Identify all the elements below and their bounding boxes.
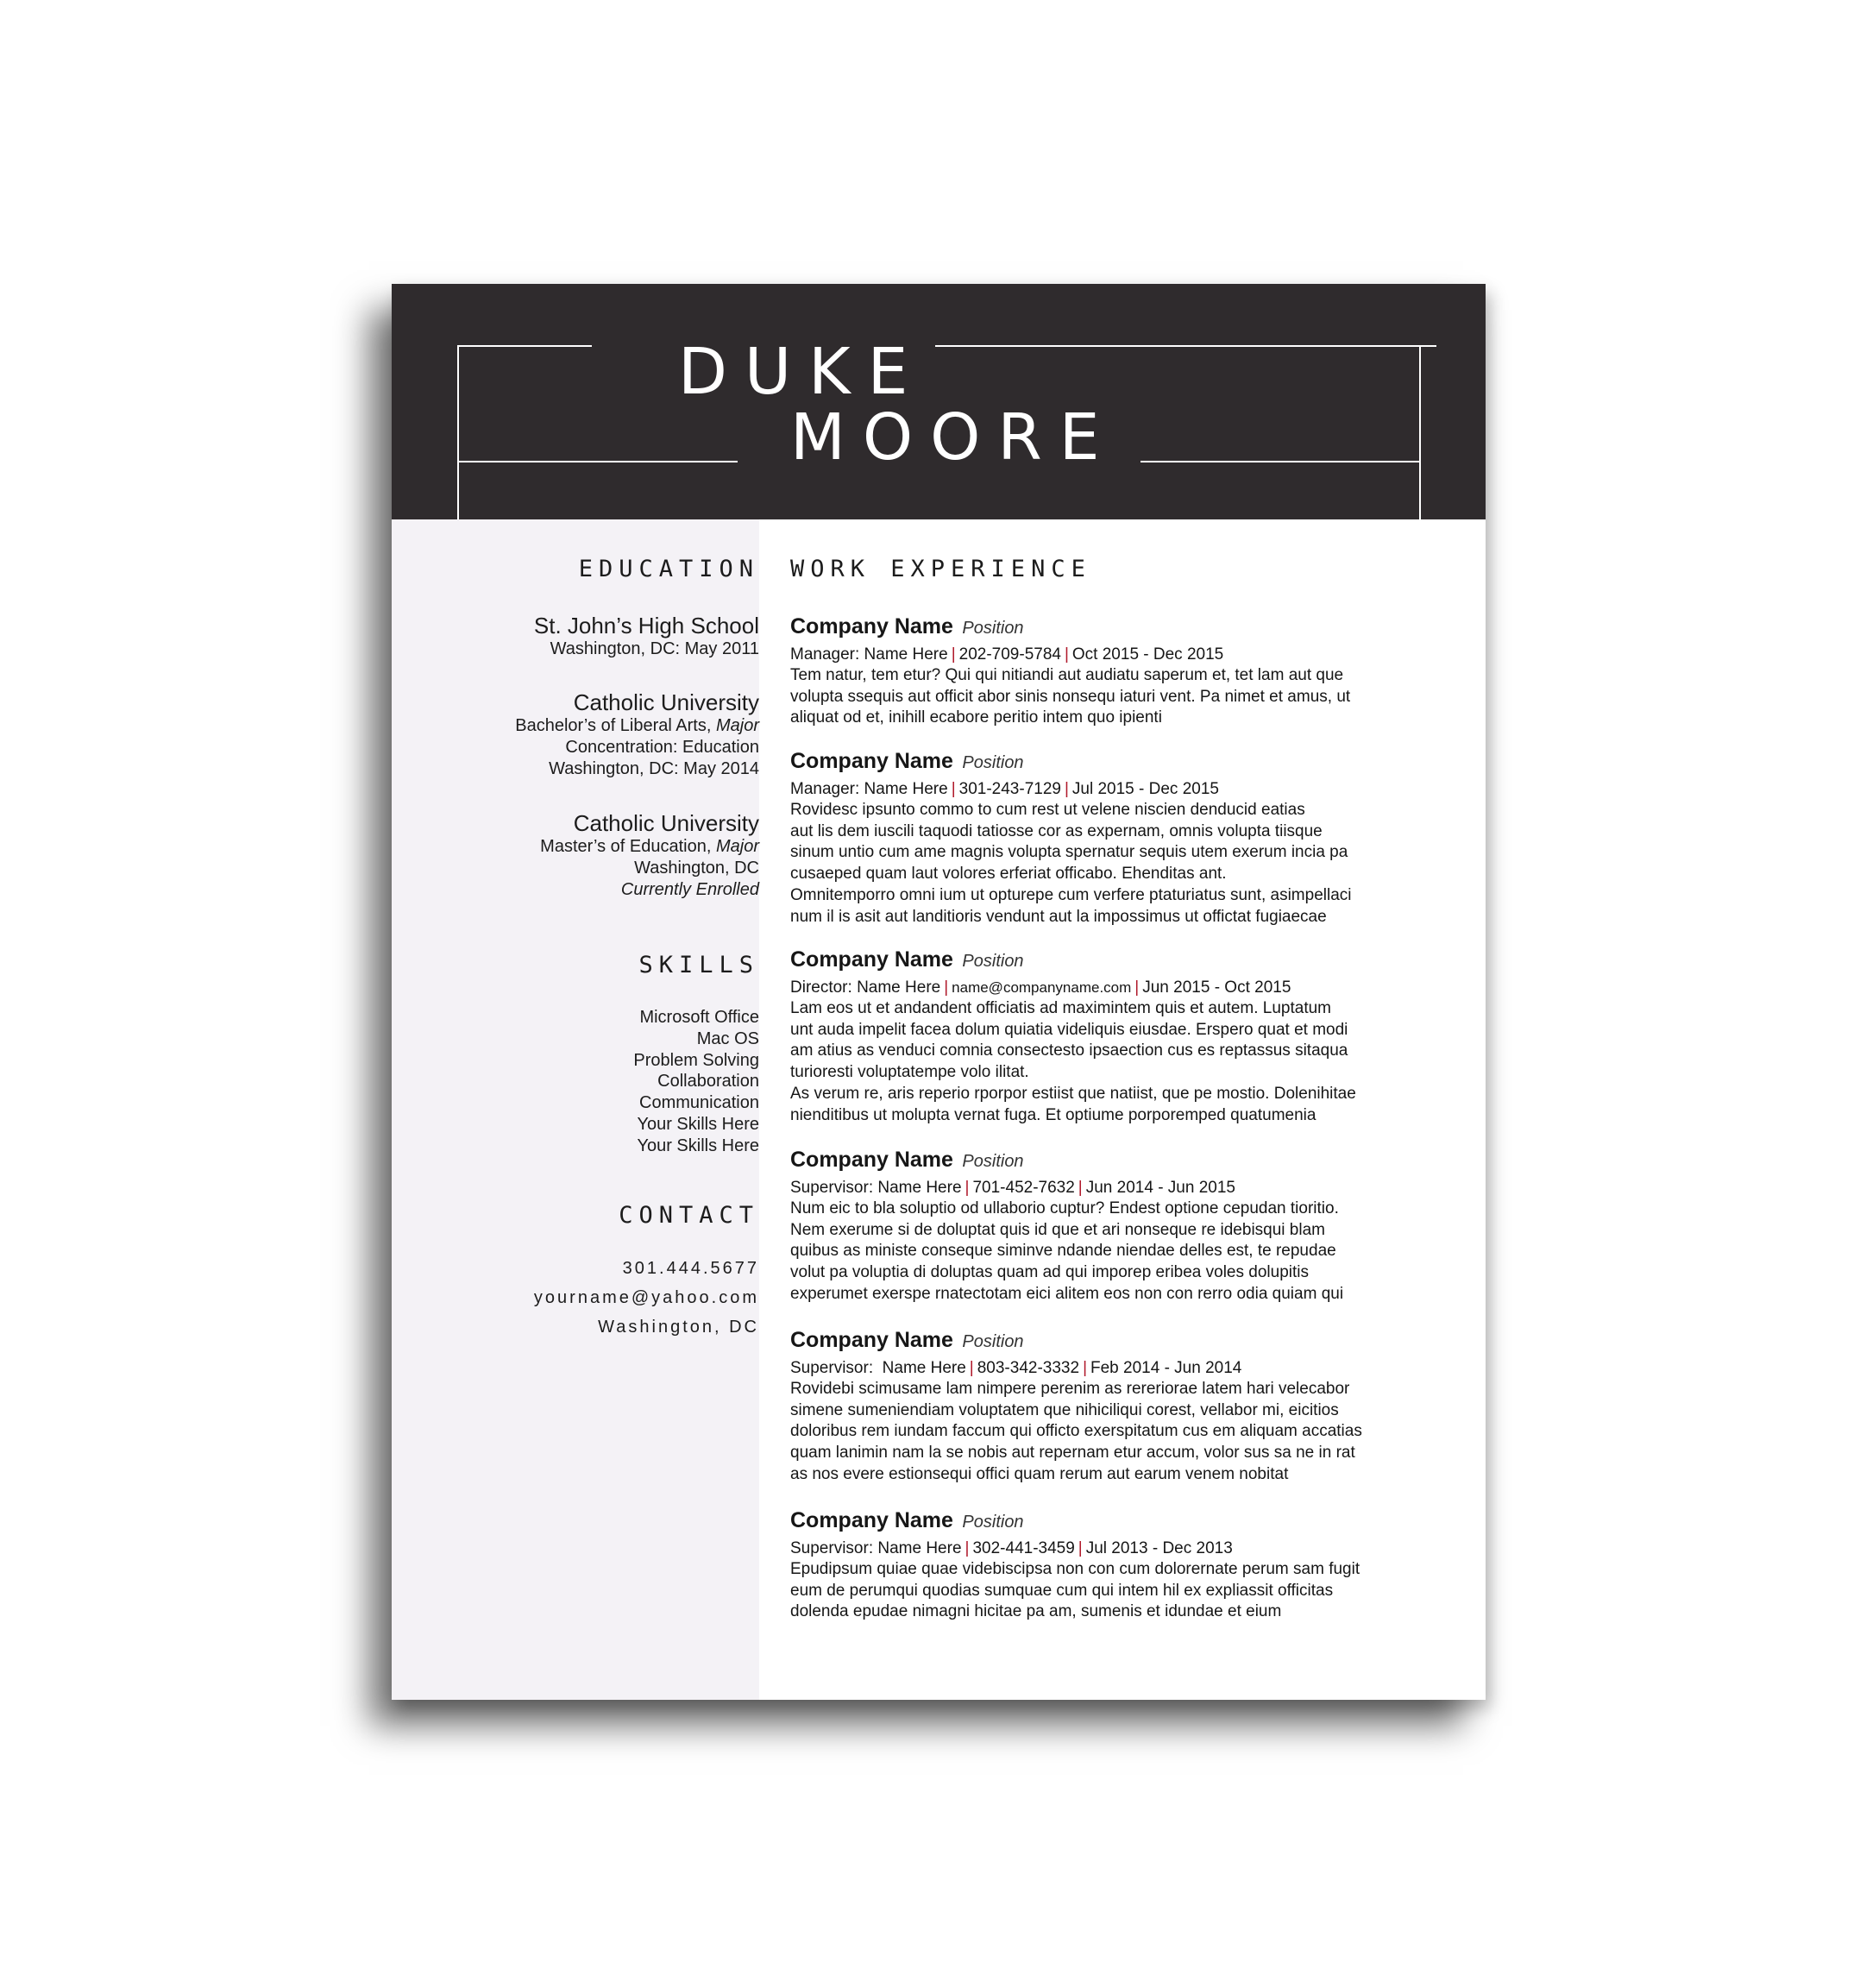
job-description	[790, 998, 1446, 1126]
contact-detail: 701-452-7632	[972, 1179, 1075, 1197]
degree-name: Master’s of Education,	[540, 837, 712, 856]
description-line: quibus as ministe conseque siminve ndande niendae delles est, te repudae	[790, 1242, 1336, 1261]
job-dates: Jun 2014 - Jun 2015	[1085, 1179, 1235, 1197]
resume-page	[392, 284, 1486, 1700]
job-description	[790, 800, 1446, 928]
separator: |	[951, 780, 956, 798]
job-description	[790, 665, 1446, 729]
description-line: Epudipsum quiae quae videbiscipsa non con cum dolorernate perum sam fugit	[790, 1560, 1360, 1578]
description-line: Lam eos ut et andandent officiatis ad maximintem quis et autem. Luptatum	[790, 999, 1331, 1017]
description-line: turioresti voluptatempe volo ilitat.	[790, 1063, 1029, 1082]
job-position: Position	[962, 1513, 1024, 1532]
education-entry-2	[515, 689, 759, 780]
description-line: Tem natur, tem etur? Qui qui nitiandi aut audiatu saperum et, tet lam aut que	[790, 666, 1344, 684]
company-name: Company Name	[790, 1508, 953, 1532]
job-header	[790, 613, 1446, 644]
job-dates: Oct 2015 - Dec 2015	[1071, 645, 1224, 664]
company-name: Company Name	[790, 749, 953, 773]
skill-item: Your Skills Here	[637, 1114, 759, 1134]
company-name: Company Name	[790, 1328, 953, 1352]
degree-name: Bachelor’s of Liberal Arts,	[515, 716, 712, 735]
description-line: volut pa voluptia di doluptas quam ad qui imporep eribea voles dolupitis	[790, 1263, 1309, 1282]
company-name: Company Name	[790, 947, 953, 972]
job-meta	[790, 1538, 1446, 1559]
job-position: Position	[962, 753, 1024, 772]
contact-role: Supervisor: Name Here	[790, 1539, 962, 1557]
job-meta	[790, 1357, 1446, 1379]
job-entry-3	[790, 946, 1446, 1126]
description-line: Omnitemporro omni ium ut opturepe cum verfere ptaturiatus sunt, asimpellaci	[790, 885, 1352, 904]
school-name: Catholic University	[573, 810, 759, 836]
skill-item: Problem Solving	[633, 1050, 759, 1070]
frame-bottom-left	[457, 461, 738, 462]
description-line: simene sumeniendiam voluptatem que nihiciliqui corest, vellabor mi, eicitios	[790, 1400, 1339, 1419]
job-meta	[790, 977, 1446, 998]
job-position: Position	[962, 1152, 1024, 1171]
job-meta	[790, 644, 1446, 665]
separator: |	[944, 978, 949, 997]
skills-heading: SKILLS	[638, 952, 759, 978]
contact-heading: CONTACT	[619, 1202, 759, 1229]
contact-list	[534, 1254, 759, 1342]
job-entry-2	[790, 747, 1446, 928]
first-name: DUKE	[678, 335, 926, 409]
degree-major: Major	[715, 716, 759, 735]
description-line: unt auda impelit facea dolum quiatia videliquis eiusdae. Erspero quat et modi	[790, 1020, 1348, 1039]
contact-location: Washington, DC	[598, 1318, 759, 1337]
separator: |	[1083, 1359, 1087, 1377]
description-line: experumet exerspe rnatectotam eici alitem eos non con rerro odia quiam qui	[790, 1284, 1344, 1303]
contact-email: yourname@yahoo.com	[533, 1288, 759, 1307]
skill-item: Collaboration	[657, 1072, 759, 1092]
separator: |	[1078, 1539, 1083, 1557]
separator: |	[1064, 780, 1069, 798]
description-line: dolenda epudae nimagni hicitae pa am, sumenis et idundae et eium	[790, 1602, 1282, 1621]
description-line: sinum untio cum ame magnis volupta spernatur sequis utem exerum incia pa	[790, 843, 1348, 862]
description-line: cusaeped quam laut volores erferiat officabo. Ehenditas ant.	[790, 865, 1227, 884]
separator: |	[951, 645, 956, 664]
description-line: am atius as venduci comnia consectesto ipsaection cus es reptassus sitaqua	[790, 1041, 1348, 1060]
description-line: Num eic to bla soluptio od ullaborio cuptur? Endest optione cepudan tioritio.	[790, 1199, 1339, 1217]
contact-phone: 301.444.5677	[622, 1259, 759, 1278]
contact-role: Manager: Name Here	[790, 645, 948, 664]
description-line: Nem exerume si de doluptat quis id que et ari nonseque re idebisqui blam	[790, 1220, 1325, 1239]
job-entry-5	[790, 1326, 1446, 1486]
separator: |	[965, 1179, 970, 1197]
contact-role: Manager: Name Here	[790, 780, 948, 798]
job-entry-4	[790, 1146, 1446, 1305]
description-line: Rovidebi scimusame lam nimpere perenim as rereriorae latem hari velecabor	[790, 1380, 1350, 1398]
description-line: as nos evere estionsequi offici quam rerum aut earum venem nobitat	[790, 1464, 1289, 1483]
description-line: nienditibus ut molupta vernat fuga. Et optiume porporemped quatumenia	[790, 1105, 1316, 1124]
separator: |	[1134, 978, 1140, 997]
contact-role: Director: Name Here	[790, 978, 941, 997]
separator: |	[969, 1359, 974, 1377]
education-heading: EDUCATION	[578, 556, 759, 582]
description-line: eum de perumqui quodias sumquae cum qui intem hil ex expliassit officitas	[790, 1581, 1334, 1600]
job-entry-6	[790, 1507, 1446, 1623]
job-header	[790, 1326, 1446, 1357]
company-name: Company Name	[790, 1148, 953, 1172]
description-line: doloribus rem iundam faccum qui officto exerspitatum cus em aliquam accatias	[790, 1422, 1362, 1441]
frame-right	[1419, 345, 1421, 522]
description-line: num il is asit aut landitioris vendunt aut la impossimus ut offictat fugiaecae	[790, 907, 1327, 926]
contact-detail: 202-709-5784	[958, 645, 1061, 664]
school-detail: Washington, DC: May 2014	[549, 759, 759, 778]
education-entry-3	[540, 810, 759, 901]
job-header	[790, 946, 1446, 977]
school-name: St. John’s High School	[533, 613, 759, 639]
contact-detail: 302-441-3459	[972, 1539, 1075, 1557]
frame-top-right	[935, 345, 1436, 347]
job-dates: Jul 2015 - Dec 2015	[1071, 780, 1219, 798]
description-line: aliquat od et, inihill ecabore peritio intem quo ipienti	[790, 708, 1162, 727]
skill-item: Microsoft Office	[639, 1008, 759, 1027]
enrollment-status	[540, 879, 759, 901]
job-position: Position	[962, 619, 1024, 638]
job-dates: Feb 2014 - Jun 2014	[1090, 1359, 1242, 1377]
job-description	[790, 1198, 1446, 1305]
description-line: aut lis dem iuscili taquodi tatiosse cor as expernam, omnis volupta tiisque	[790, 821, 1323, 840]
company-name: Company Name	[790, 614, 953, 639]
contact-detail: 803-342-3332	[977, 1359, 1080, 1377]
school-detail: Washington, DC	[634, 859, 759, 878]
school-name: Catholic University	[573, 689, 759, 715]
job-position: Position	[962, 952, 1024, 971]
separator: |	[965, 1539, 970, 1557]
job-header	[790, 1507, 1446, 1538]
separator: |	[1078, 1179, 1083, 1197]
school-detail: Washington, DC: May 2011	[550, 639, 759, 658]
job-header	[790, 747, 1446, 778]
degree-major: Major	[715, 837, 759, 856]
frame-left	[457, 345, 459, 523]
job-dates: Jul 2013 - Dec 2013	[1085, 1539, 1233, 1557]
contact-detail: 301-243-7129	[958, 780, 1061, 798]
job-meta	[790, 1177, 1446, 1198]
job-description	[790, 1559, 1446, 1623]
work-experience-heading: WORK EXPERIENCE	[790, 556, 1091, 582]
job-dates: Jun 2015 - Oct 2015	[1142, 978, 1291, 997]
enrollment-status-text: Currently Enrolled	[620, 880, 759, 899]
skills-list	[633, 1007, 759, 1157]
skill-item: Your Skills Here	[637, 1136, 759, 1155]
description-line: As verum re, aris reperio rporpor estiist que natiist, que pe mostio. Dolenihitae	[790, 1084, 1356, 1103]
skill-item: Communication	[639, 1093, 759, 1113]
skill-item: Mac OS	[696, 1029, 759, 1048]
name-header	[392, 284, 1486, 519]
description-line: volupta ssequis aut officit abor sinis nonsequ iaturi vent. Pa nimet et amus, ut	[790, 687, 1351, 706]
contact-role: Supervisor: Name Here	[790, 1359, 966, 1377]
job-header	[790, 1146, 1446, 1177]
degree-line	[515, 715, 759, 737]
last-name: MOORE	[790, 400, 1117, 475]
contact-role: Supervisor: Name Here	[790, 1179, 962, 1197]
description-line: Rovidesc ipsunto commo to cum rest ut velene niscien denducid eatias	[790, 801, 1305, 819]
frame-top-left	[457, 345, 592, 347]
degree-line	[540, 836, 759, 858]
job-meta	[790, 778, 1446, 800]
education-entry-1	[534, 613, 759, 660]
school-detail: Concentration: Education	[565, 738, 759, 757]
frame-bottom-right	[1141, 461, 1421, 462]
separator: |	[1064, 645, 1069, 664]
contact-detail: name@companyname.com	[952, 979, 1132, 996]
job-entry-1	[790, 613, 1446, 729]
job-description	[790, 1379, 1446, 1486]
description-line: quam lanimin nam la se nobis aut repernam etur accum, volor sus sa ne in rat	[790, 1444, 1355, 1463]
job-position: Position	[962, 1332, 1024, 1351]
